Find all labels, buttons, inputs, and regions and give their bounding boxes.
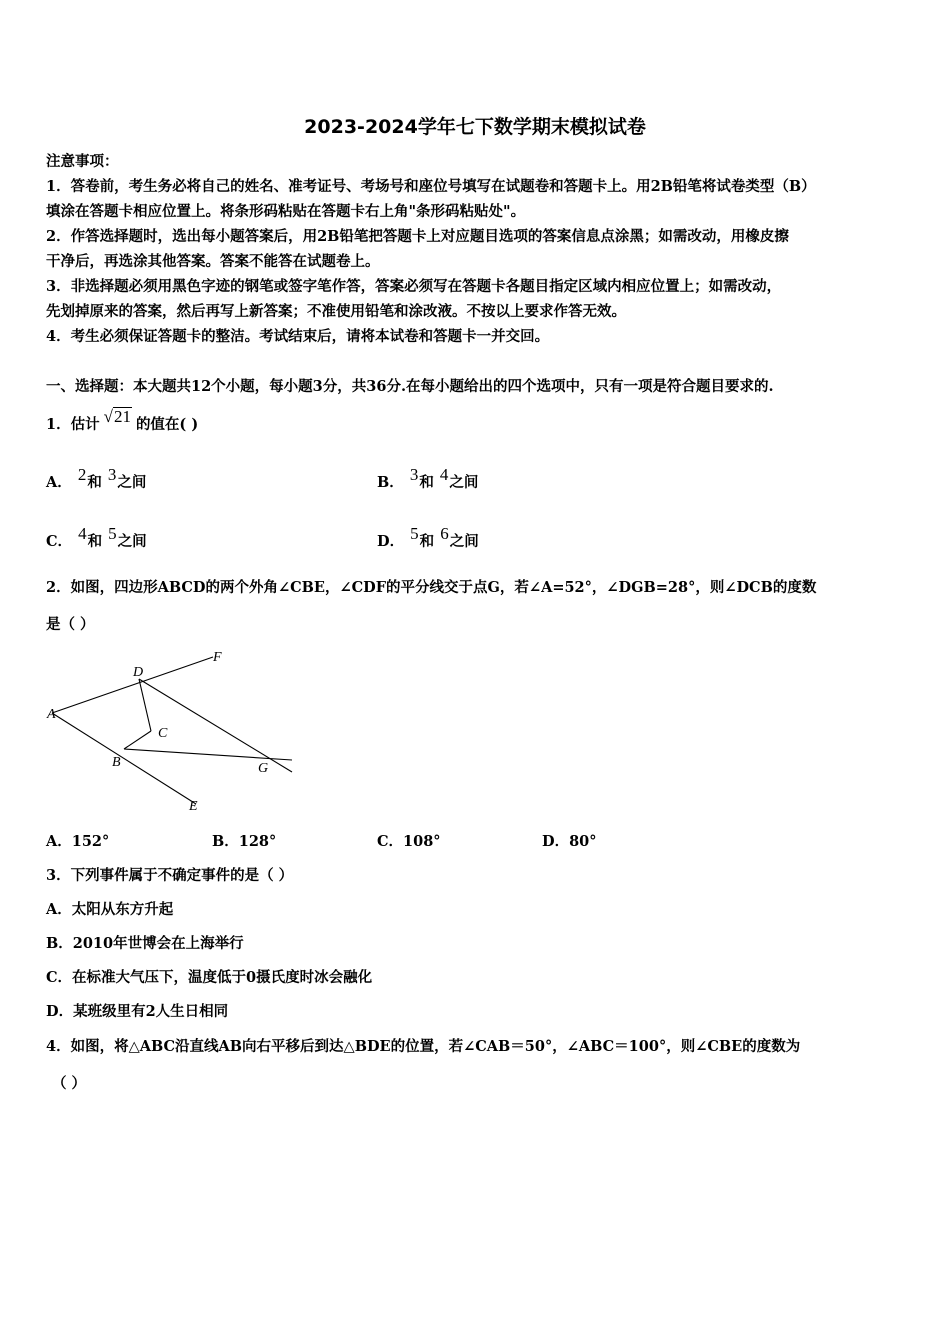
q1-option-d[interactable]: D． 5和 6之间 [377,524,479,550]
option-number: 3 [409,465,419,484]
option-number: 3 [107,465,117,484]
label-g: G [258,761,269,776]
option-number: 4 [439,465,449,484]
q1-option-c[interactable]: C． 4和 5之间 [46,524,147,550]
q3-option-d[interactable]: D．某班级里有2人生日相同 [46,1003,229,1020]
page-title: 2023-2024学年七下数学期末模拟试卷 [304,116,646,138]
q1-option-b[interactable]: B． 3和 4之间 [377,465,479,491]
notice-heading: 注意事项： [46,153,119,170]
segment-cb [124,731,151,749]
q3-option-a[interactable]: A．太阳从东方升起 [46,901,174,918]
section-heading: 一、选择题：本大题共12个小题，每小题3分，共36分.在每小题给出的四个选项中，只有一项是符合题目要求的. [46,378,774,395]
question-2-stem: 2．如图，四边形ABCD的两个外角∠CBE，∠CDF的平分线交于点G，若∠A=52°，∠DGB=28°，则∠DCB的度数 [46,579,817,596]
label-c: C [158,726,168,741]
option-number: 2 [77,465,87,484]
question-4-stem-cont: （ ） [52,1075,87,1092]
notice-line: 4．考生必须保证答题卡的整洁。考试结束后，请将本试卷和答题卡一并交回。 [46,328,550,345]
bisector-bg [124,749,292,760]
question-3-stem: 3．下列事件属于不确定事件的是（ ） [46,867,294,884]
label-e: E [189,799,198,814]
label-d: D [133,665,144,680]
notice-line: 3．非选择题必须用黑色字迹的钢笔或签字笔作答，答案必须写在答题卡各题目指定区域内相应位置上；如需改动， [46,278,782,295]
segment-dc [139,679,151,731]
option-number: 4 [78,524,87,543]
q2-option-c[interactable]: C．108° [377,833,441,850]
option-number: 5 [108,524,117,543]
notice-line: 干净后，再选涂其他答案。答案不能答在试题卷上。 [46,253,380,270]
q3-option-b[interactable]: B．2010年世博会在上海举行 [46,935,244,952]
q2-option-b[interactable]: B．128° [212,833,277,850]
notice-line: 1．答卷前，考生务必将自己的姓名、准考证号、考场号和座位号填写在试题卷和答题卡上。用2B铅笔将试卷类型（B） [46,178,816,195]
radicand: 21 [113,407,131,426]
q2-option-a[interactable]: A．152° [46,833,110,850]
sqrt-expression: √21 [103,407,131,426]
option-number: 6 [440,524,449,543]
quadrilateral-figure [40,645,302,815]
q1-suffix: 的值在( ) [135,416,199,433]
notice-line: 先划掉原来的答案，然后再写上新答案；不准使用铅笔和涂改液。不按以上要求作答无效。 [46,303,626,320]
q3-option-c[interactable]: C．在标准大气压下，温度低于0摄氏度时冰会融化 [46,969,373,986]
label-f: F [213,650,222,665]
q1-option-a[interactable]: A． 2和 3之间 [46,465,147,491]
q2-option-d[interactable]: D．80° [542,833,597,850]
notice-line: 填涂在答题卡相应位置上。将条形码粘贴在答题卡右上角"条形码粘贴处"。 [46,203,526,220]
label-b: B [112,755,121,770]
line-abe [52,713,196,804]
option-number: 5 [410,524,419,543]
label-a: A [47,707,56,722]
question-4-stem: 4．如图，将△ABC沿直线AB向右平移后到达△BDE的位置，若∠CAB＝50°，∠ABC＝100°，则∠CBE的度数为 [46,1038,801,1055]
notice-line: 2．作答选择题时，选出每小题答案后，用2B铅笔把答题卡上对应题目选项的答案信息点涂黑；如需改动，用橡皮擦 [46,228,789,245]
q1-prefix: 1．估计 [46,416,100,433]
question-2-stem-cont: 是（ ） [46,616,95,633]
question-1-stem [46,407,916,435]
